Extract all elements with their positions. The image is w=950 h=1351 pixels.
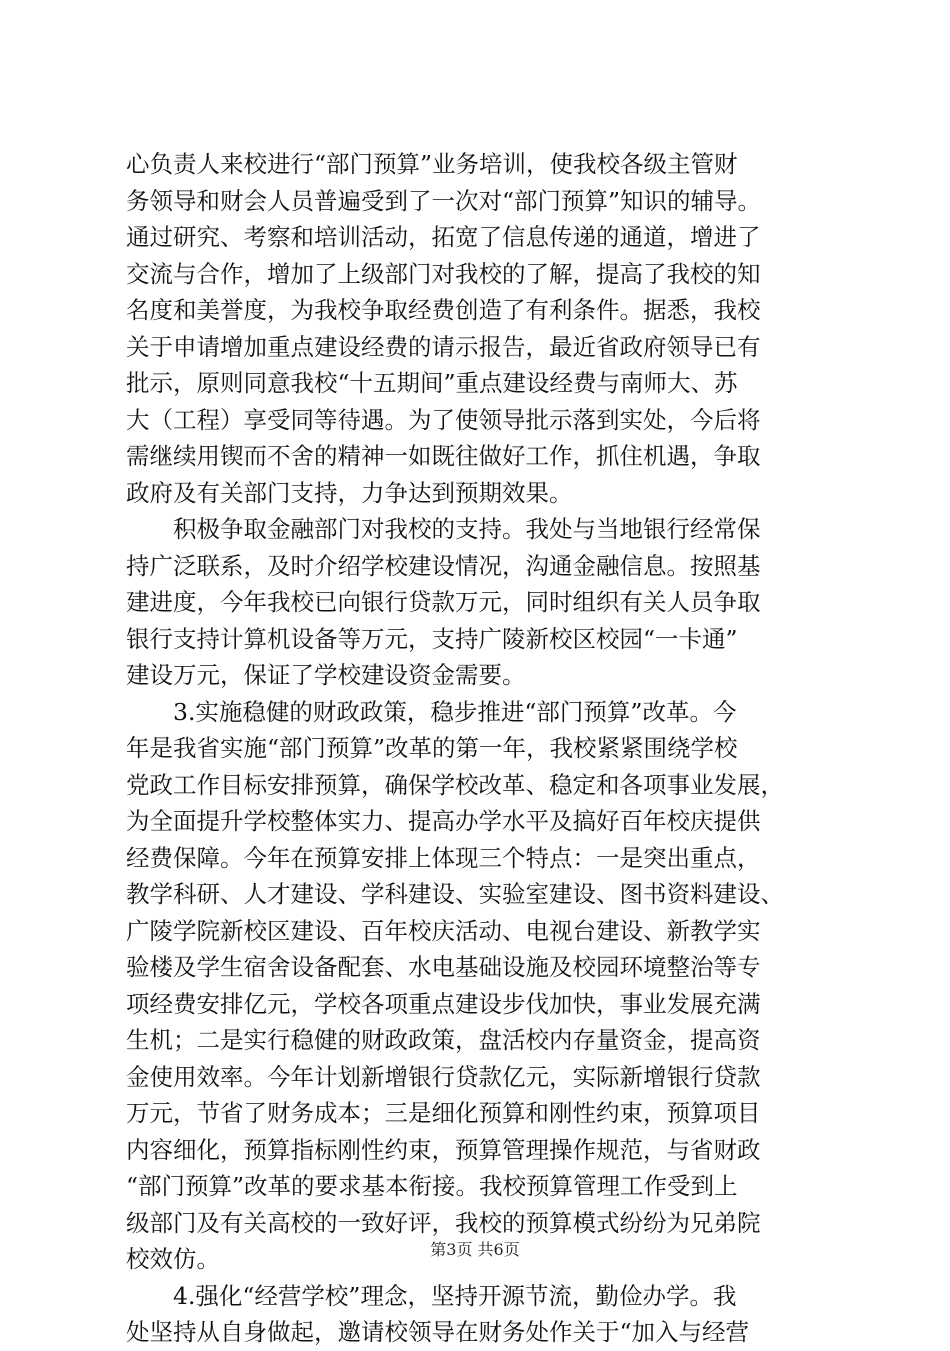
body-text	[126, 146, 838, 1351]
text-line: 广陵学院新校区建设、百年校庆活动、电视台建设、新教学实	[126, 916, 761, 945]
text-line: 内容细化，预算指标刚性约束，预算管理操作规范，与省财政	[126, 1135, 761, 1164]
text-line: 务领导和财会人员普遍受到了一次对“部门预算”知识的辅导。	[126, 186, 762, 215]
text-line: 处坚持从自身做起，邀请校领导在财务处作关于“加入与经营	[126, 1318, 750, 1346]
text-line: 经费保障。今年在预算安排上体现三个特点：一是突出重点，	[126, 843, 761, 872]
text-line: 名度和美誉度，为我校争取经费创造了有利条件。据悉，我校	[126, 296, 761, 324]
text-line: “部门预算”改革的要求基本衔接。我校预算管理工作受到上	[126, 1172, 738, 1200]
text-line: 为全面提升学校整体实力、提高办学水平及搞好百年校庆提供	[126, 807, 761, 835]
text-line: 验楼及学生宿舍设备配套、水电基础设施及校园环境整治等专	[126, 953, 761, 981]
text-line: 党政工作目标安排预算，确保学校改革、稳定和各项事业发展，	[126, 770, 784, 799]
text-line: 银行支持计算机设备等万元，支持广陵新校区校园“一卡通”	[126, 624, 738, 653]
text-line: 校效仿。	[126, 1245, 220, 1273]
text-line: 年是我省实施“部门预算”改革的第一年，我校紧紧围绕学校	[126, 734, 738, 762]
text-line: 4.强化“经营学校”理念，坚持开源节流，勤俭办学。我	[126, 1281, 737, 1310]
text-line: 生机；二是实行稳健的财政政策，盘活校内存量资金，提高资	[126, 1026, 761, 1054]
text-line: 批示，原则同意我校“十五期间”重点建设经费与南师大、苏	[126, 369, 738, 397]
text-line: 需继续用锲而不舍的精神一如既往做好工作，抓住机遇，争取	[126, 442, 761, 470]
text-line: 金使用效率。今年计划新增银行贷款亿元，实际新增银行贷款	[126, 1062, 761, 1091]
text-line: 项经费安排亿元，学校各项重点建设步伐加快，事业发展充满	[126, 989, 761, 1018]
text-line: 通过研究、考察和培训活动，拓宽了信息传递的通道，增进了	[126, 223, 761, 251]
text-line: 大（工程）享受同等待遇。为了使领导批示落到实处，今后将	[126, 405, 761, 434]
text-line: 积极争取金融部门对我校的支持。我处与当地银行经常保	[126, 515, 761, 543]
text-line: 万元，节省了财务成本；三是细化预算和刚性约束，预算项目	[126, 1099, 761, 1127]
page-number-footer: 第3页 共6页	[430, 1240, 520, 1259]
text-line: 教学科研、人才建设、学科建设、实验室建设、图书资料建设、	[126, 880, 784, 908]
text-line: 持广泛联系，及时介绍学校建设情况，沟通金融信息。按照基	[126, 551, 761, 580]
text-line: 3.实施稳健的财政政策，稳步推进“部门预算”改革。今	[126, 697, 737, 726]
text-line: 交流与合作，增加了上级部门对我校的了解，提高了我校的知	[126, 259, 761, 288]
text-line: 心负责人来校进行“部门预算”业务培训，使我校各级主管财	[126, 150, 738, 178]
text-line: 建进度，今年我校已向银行贷款万元，同时组织有关人员争取	[126, 588, 761, 616]
text-line: 级部门及有关高校的一致好评，我校的预算模式纷纷为兄弟院	[126, 1208, 761, 1237]
text-line: 建设万元，保证了学校建设资金需要。	[126, 661, 526, 689]
text-line: 政府及有关部门支持，力争达到预期效果。	[126, 478, 573, 507]
text-line: 关于申请增加重点建设经费的请示报告，最近省政府领导已有	[126, 332, 761, 361]
